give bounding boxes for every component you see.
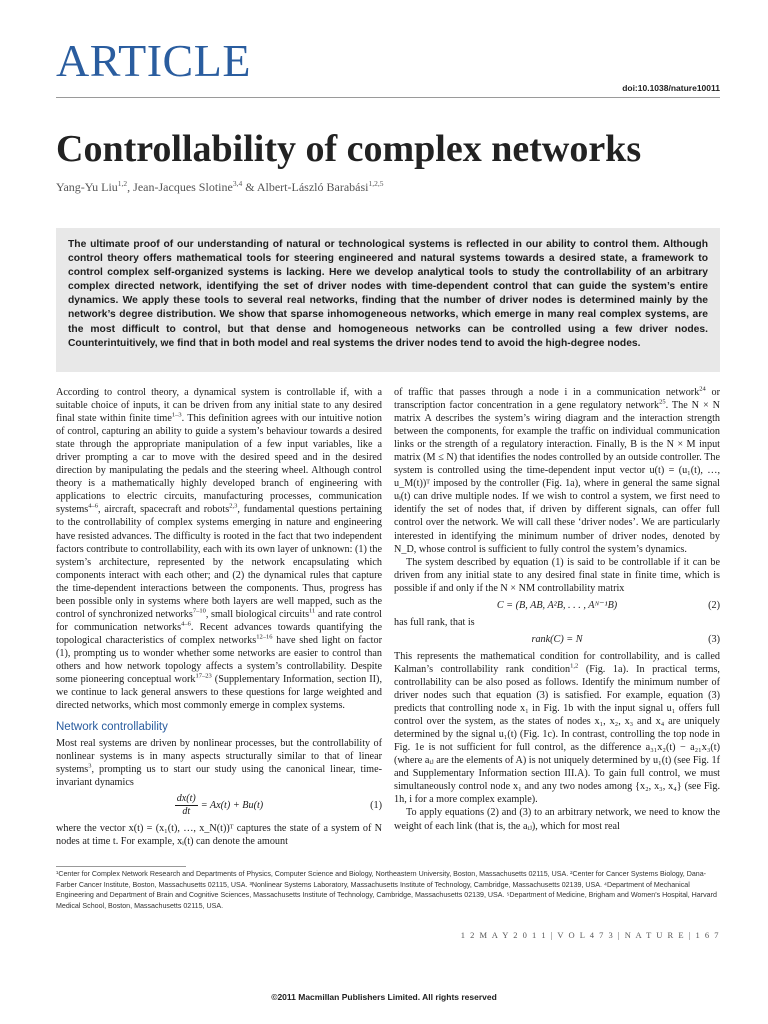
author-name: Yang-Yu Liu (56, 180, 118, 194)
header-rule (56, 97, 720, 98)
abstract: The ultimate proof of our understanding of natural or technological systems is reflected in our ability to control them. Although control theory offers mathematical tools for steering engineered and natural systems towards a desired state, a framework to control complex self-organized systems is lacking. Here we develop analytical tools to study the controllability of an arbitrary complex directed network, identifying the set of driver nodes with time-dependent control that can guide the system’s entire dynamics. We apply these tools to several real networks, finding that the number of driver nodes is determined mainly by the network’s degree distribution. We show that sparse inhomogeneous networks, which emerge in many real complex systems, are the most difficult to control, but that dense and homogeneous networks can be controlled using a few driver nodes. Counterintuitively, we find that in both model and real systems the driver nodes tend to avoid the high-degree nodes. (56, 228, 720, 372)
text-run: , small biological circuits (205, 608, 310, 620)
affiliation-footnotes: ¹Center for Complex Network Research and Departments of Physics, Computer Science and Biology, Northeastern University, Boston, Massachusetts 02115, USA. ²Center for Cancer Systems Biology, Dana-Farber Cancer Institute, Boston, Massachusetts 02115, USA. ³Nonlinear Systems Laboratory, Massachusetts Institute of Technology, Cambridge, Massachusetts 02139, USA. ⁴Department of Mechanical Engineering and Department of Brain and Cognitive Sciences, Massachusetts Institute of Technology, Cambridge, Massachusetts 02139, USA. ⁵Department of Medicine, Brigham and Women’s Hospital, Harvard Medical School, Boston, Massachusetts 02115, USA. (56, 870, 717, 910)
doi[interactable]: doi:10.1038/nature10011 (622, 83, 720, 93)
equation-3 (394, 633, 720, 646)
citation-ref[interactable]: 4–6 (181, 620, 191, 628)
affiliation-marker: 3,4 (232, 179, 243, 188)
equation-expression: C = (B, AB, A²B, . . . , Aᴺ⁻¹B) (496, 599, 618, 611)
equation-1 (56, 793, 382, 818)
equation-number: (2) (708, 599, 720, 611)
text-run: . This definition agrees with our intuitive notion of control, capturing an ability to guide a system’s behaviour towards a desired state through the appropriate manipulation of a few input variables, like a driver prompting a car to move with the desired speed and in the desired direction by manipulating the pedals and the steering wheel. Although control theory is a mathematically highly developed branch of engineering with applications to electric circuits, manufacturing processes, communication systems (56, 413, 382, 516)
equation-number: (1) (370, 800, 382, 812)
text-run: or transcription factor concentration in a gene regulatory network (394, 387, 720, 412)
fraction-denominator: dt (182, 806, 191, 818)
text-run: This represents the mathematical condition for controllability, and is called Kalman’s controllability rank condition (394, 650, 720, 675)
text-run: , prompting us to start our study using the canonical linear, time-invariant dynamics (56, 764, 382, 789)
text-run: of traffic that passes through a node i in a communication network (394, 387, 700, 398)
citation-ref[interactable]: 11 (309, 607, 316, 615)
right-paragraph-3 (394, 650, 720, 807)
derivative-fraction (175, 793, 198, 818)
text-run: (Fig. 1a). In practical terms, controllability can be also posed as follows. Identify the minimum number of driver nodes such that equation (3) is satisfied. For example, equation (3) predicts that controlling node x₁ in Fig. 1b with the input signal u₁ offers full control over the system, as the states of nodes x₁, x₂, x₃ and x₄ are uniquely determined by the signal u₁(t) (Fig. 1c). In contrast, controlling the top node in Fig. 1e is not sufficient for full control, as the difference a₃₁x₂(t) − a₂₁x₃(t) (where aᵢⱼ are the elements of A) is not uniquely determined by u₁(t) (see Fig. 1f and Supplementary Information section III.A). To gain full control, we must simultaneously control node x₁ and any two nodes among {x₂, x₃, x₄} (see Fig. 1h, i for a more complex example). (394, 663, 720, 806)
section-heading: Network controllability (56, 721, 168, 734)
equation-2 (394, 599, 720, 612)
affiliation-marker: 1,2,5 (368, 179, 384, 188)
intro-paragraph (56, 386, 382, 712)
after-equation-paragraph: where the vector x(t) = (x₁(t), …, x_N(t))ᵀ captures the state of a system of N nodes at time t. For example, xᵢ(t) can denote the amount (56, 823, 382, 848)
text-run: (Supplementary Information, section II), we continue to lack general answers to these questions for large weighted and directed networks, which most commonly emerge in complex systems. (56, 674, 382, 712)
article-label: ARTICLE (56, 35, 251, 86)
equation-rhs: = Ax(t) + Bu(t) (200, 800, 264, 812)
right-paragraph-1 (394, 386, 720, 556)
citation-ref[interactable]: 2,3 (229, 503, 238, 511)
author-list (56, 179, 383, 195)
equation-expression: rank(C) = N (531, 633, 583, 645)
text-run: and rate control for communication networks (56, 608, 382, 633)
author-separator: & (242, 180, 257, 194)
left-column (56, 386, 382, 849)
right-paragraph-2: The system described by equation (1) is said to be controllable if it can be driven from any initial state to any desired final state in finite time, which is possible if and only if the N × NM controllability matrix (394, 556, 720, 594)
author-name: Albert-László Barabási (256, 180, 369, 194)
citation-ref[interactable]: 17–23 (195, 672, 212, 680)
citation-ref[interactable]: 1–3 (171, 411, 182, 419)
paper-title: Controllability of complex networks (56, 128, 642, 170)
citation-ref[interactable]: 25 (659, 398, 666, 406)
right-paragraph-4: To apply equations (2) and (3) to an arbitrary network, we need to know the weight of each link (that is, the aᵢⱼ), which for most real (394, 807, 720, 832)
citation-ref[interactable]: 3 (88, 762, 92, 770)
citation-ref[interactable]: 1,2 (570, 662, 579, 670)
footnote-rule (56, 866, 186, 867)
text-run: Most real systems are driven by nonlinear processes, but the controllability of nonlinear systems is in many aspects structurally similar to that of linear systems (56, 738, 382, 776)
citation-ref[interactable]: 12–16 (256, 633, 273, 641)
copyright-notice: ©2011 Macmillan Publishers Limited. All rights reserved (271, 992, 497, 1002)
citation-ref[interactable]: 24 (699, 385, 706, 393)
text-run: . The N × N matrix A describes the system’s wiring diagram and the interaction strength between the components, for example the traffic on individual communication links or the strength of a regulatory interaction. Finally, B is the N × M input matrix (M ≤ N) that identifies the nodes controlled by an outside controller. The system is controlled using the time-dependent input vector u(t) = (u₁(t), …, u_M(t))ᵀ imposed by the controller (Fig. 1a), where in general the same signal uᵢ(t) can drive multiple nodes. If we wish to control a system, we first need to identify the set of nodes that, if driven by different signals, can offer full control over the network. We will call these ‘driver nodes’. We are particularly interested in identifying the minimum number of driver nodes, denoted by N_D, whose control is sufficient to fully control the system’s dynamics. (394, 400, 720, 555)
citation-ref[interactable]: 4–6 (88, 503, 99, 511)
full-rank-text: has full rank, that is (394, 616, 475, 628)
text-run: , fundamental questions pertaining to the controllability of complex systems emerging in nature and engineering have resisted advances. The difficulty is rooted in the fact that two independent factors contribute to controllability, each with its own layer of unknown: (1) the system’s architecture, represented by the network encapsulating which components interact with each other; and (2) the dynamical rules that capture the time-dependent interactions between the components. Thus, progress has been possible only in systems where both layers are well mapped, such as the control of synchronized networks (56, 504, 382, 620)
author-name: Jean-Jacques Slotine (133, 180, 233, 194)
text-run: have shed light on factor (1), prompting us to wonder whether some networks are easier to control than others and how network topology affects a system’s controllability. Despite some pioneering conceptual work (56, 634, 382, 686)
section-paragraph (56, 737, 382, 789)
page-footer: 1 2 M A Y 2 0 1 1 | V O L 4 7 3 | N A T U R E | 1 6 7 (460, 930, 720, 940)
text-run: , aircraft, spacecraft and robots (98, 504, 230, 516)
text-run: According to control theory, a dynamical system is controllable if, with a suitable choice of inputs, it can be driven from any initial state to any desired final state within finite time (56, 387, 382, 425)
text-run: . Recent advances towards quantifying the topological characteristics of complex networks (56, 621, 382, 646)
fraction-numerator: dx(t) (176, 793, 196, 805)
right-column (394, 386, 720, 833)
affiliation-marker: 1,2 (117, 179, 128, 188)
equation-number: (3) (708, 633, 720, 645)
author-separator: , (127, 180, 134, 194)
citation-ref[interactable]: 7–10 (192, 607, 206, 615)
